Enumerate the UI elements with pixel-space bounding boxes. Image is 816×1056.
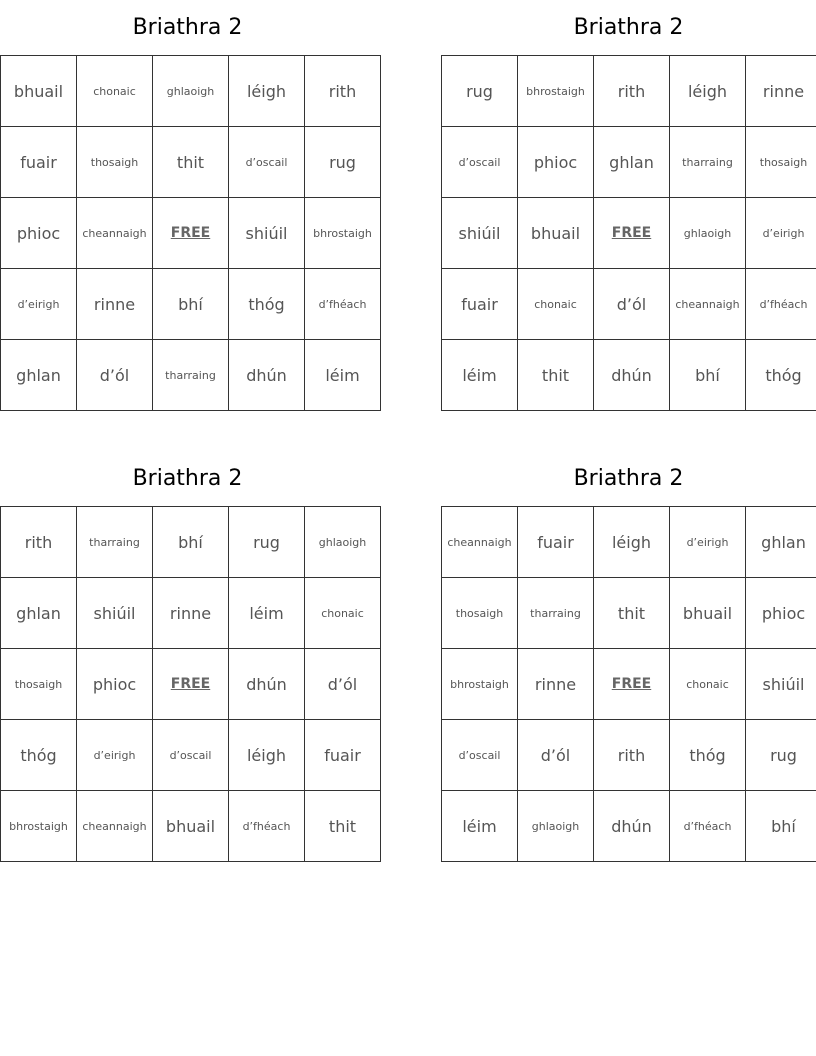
- word-cell: fuair: [305, 720, 381, 791]
- word-cell: cheannaigh: [77, 198, 153, 269]
- free-space-cell: FREE: [153, 198, 229, 269]
- word-cell: dhún: [229, 649, 305, 720]
- word-cell: rug: [746, 720, 816, 791]
- word-cell: cheannaigh: [442, 507, 518, 578]
- grid-row: [1, 56, 381, 127]
- grid-row: [442, 507, 816, 578]
- grid-row: [1, 791, 381, 862]
- grid-row: [1, 127, 381, 198]
- card-title: Briathra 2: [573, 466, 684, 491]
- word-cell: d’eirigh: [1, 269, 77, 340]
- word-cell: tharraing: [518, 578, 594, 649]
- grid-row: [442, 269, 816, 340]
- word-cell: d’oscail: [229, 127, 305, 198]
- word-cell: rinne: [77, 269, 153, 340]
- grid-row: [1, 507, 381, 578]
- word-cell: thit: [518, 340, 594, 411]
- word-cell: thit: [153, 127, 229, 198]
- word-cell: bhuail: [670, 578, 746, 649]
- grid-row: [442, 720, 816, 791]
- word-cell: phioc: [1, 198, 77, 269]
- word-cell: thosaigh: [1, 649, 77, 720]
- grid-row: [442, 578, 816, 649]
- word-cell: d’fhéach: [305, 269, 381, 340]
- word-cell: dhún: [594, 791, 670, 862]
- word-cell: d’oscail: [153, 720, 229, 791]
- word-cell: ghlan: [594, 127, 670, 198]
- grid-row: [442, 56, 816, 127]
- word-cell: ghlan: [746, 507, 816, 578]
- word-cell: bhrostaigh: [305, 198, 381, 269]
- word-cell: thit: [594, 578, 670, 649]
- word-cell: d’eirigh: [670, 507, 746, 578]
- grid-row: [442, 791, 816, 862]
- word-cell: bhuail: [153, 791, 229, 862]
- word-cell: rith: [1, 507, 77, 578]
- word-cell: léim: [442, 791, 518, 862]
- word-cell: léigh: [670, 56, 746, 127]
- word-cell: fuair: [1, 127, 77, 198]
- word-cell: ghlan: [1, 340, 77, 411]
- bingo-grid: [0, 55, 381, 411]
- word-cell: bhí: [153, 269, 229, 340]
- word-cell: bhí: [670, 340, 746, 411]
- free-space-cell: FREE: [594, 649, 670, 720]
- word-cell: shiúil: [746, 649, 816, 720]
- word-cell: bhuail: [1, 56, 77, 127]
- word-cell: tharraing: [77, 507, 153, 578]
- word-cell: cheannaigh: [670, 269, 746, 340]
- word-cell: rith: [594, 720, 670, 791]
- word-cell: shiúil: [442, 198, 518, 269]
- grid-row: [442, 127, 816, 198]
- word-cell: léim: [442, 340, 518, 411]
- word-cell: d’ól: [518, 720, 594, 791]
- word-cell: shiúil: [77, 578, 153, 649]
- grid-row: [1, 340, 381, 411]
- word-cell: dhún: [594, 340, 670, 411]
- word-cell: bhuail: [518, 198, 594, 269]
- grid-row: [1, 269, 381, 340]
- word-cell: thóg: [746, 340, 816, 411]
- word-cell: ghlaoigh: [305, 507, 381, 578]
- word-cell: bhí: [746, 791, 816, 862]
- word-cell: rith: [594, 56, 670, 127]
- word-cell: fuair: [518, 507, 594, 578]
- grid-row: [1, 198, 381, 269]
- word-cell: thosaigh: [442, 578, 518, 649]
- grid-row: [442, 198, 816, 269]
- word-cell: ghlan: [1, 578, 77, 649]
- word-cell: léigh: [229, 720, 305, 791]
- word-cell: léigh: [229, 56, 305, 127]
- grid-row: [1, 720, 381, 791]
- bingo-grid: [441, 506, 816, 862]
- word-cell: rinne: [746, 56, 816, 127]
- word-cell: shiúil: [229, 198, 305, 269]
- word-cell: chonaic: [518, 269, 594, 340]
- word-cell: léigh: [594, 507, 670, 578]
- word-cell: d’fhéach: [229, 791, 305, 862]
- word-cell: ghlaoigh: [670, 198, 746, 269]
- word-cell: thóg: [1, 720, 77, 791]
- card-title: Briathra 2: [132, 466, 243, 491]
- word-cell: rith: [305, 56, 381, 127]
- word-cell: rug: [229, 507, 305, 578]
- card-title: Briathra 2: [132, 15, 243, 40]
- grid-row: [1, 578, 381, 649]
- free-space-cell: FREE: [594, 198, 670, 269]
- word-cell: ghlaoigh: [153, 56, 229, 127]
- word-cell: thit: [305, 791, 381, 862]
- word-cell: phioc: [77, 649, 153, 720]
- word-cell: léim: [229, 578, 305, 649]
- word-cell: d’ól: [305, 649, 381, 720]
- word-cell: chonaic: [670, 649, 746, 720]
- word-cell: fuair: [442, 269, 518, 340]
- word-cell: bhrostaigh: [442, 649, 518, 720]
- word-cell: rinne: [153, 578, 229, 649]
- free-space-cell: FREE: [153, 649, 229, 720]
- word-cell: d’oscail: [442, 720, 518, 791]
- word-cell: d’fhéach: [746, 269, 816, 340]
- word-cell: chonaic: [305, 578, 381, 649]
- word-cell: d’eirigh: [77, 720, 153, 791]
- word-cell: d’ól: [594, 269, 670, 340]
- word-cell: rug: [442, 56, 518, 127]
- word-cell: phioc: [746, 578, 816, 649]
- word-cell: d’ól: [77, 340, 153, 411]
- word-cell: d’oscail: [442, 127, 518, 198]
- word-cell: phioc: [518, 127, 594, 198]
- word-cell: bhí: [153, 507, 229, 578]
- grid-row: [442, 649, 816, 720]
- word-cell: thosaigh: [746, 127, 816, 198]
- bingo-grid: [0, 506, 381, 862]
- word-cell: cheannaigh: [77, 791, 153, 862]
- card-title: Briathra 2: [573, 15, 684, 40]
- grid-row: [442, 340, 816, 411]
- word-cell: d’eirigh: [746, 198, 816, 269]
- word-cell: tharraing: [670, 127, 746, 198]
- word-cell: thosaigh: [77, 127, 153, 198]
- grid-row: [1, 649, 381, 720]
- word-cell: ghlaoigh: [518, 791, 594, 862]
- word-cell: bhrostaigh: [1, 791, 77, 862]
- word-cell: dhún: [229, 340, 305, 411]
- word-cell: thóg: [229, 269, 305, 340]
- word-cell: bhrostaigh: [518, 56, 594, 127]
- word-cell: léim: [305, 340, 381, 411]
- bingo-grid: [441, 55, 816, 411]
- word-cell: rug: [305, 127, 381, 198]
- word-cell: d’fhéach: [670, 791, 746, 862]
- word-cell: thóg: [670, 720, 746, 791]
- word-cell: tharraing: [153, 340, 229, 411]
- word-cell: chonaic: [77, 56, 153, 127]
- word-cell: rinne: [518, 649, 594, 720]
